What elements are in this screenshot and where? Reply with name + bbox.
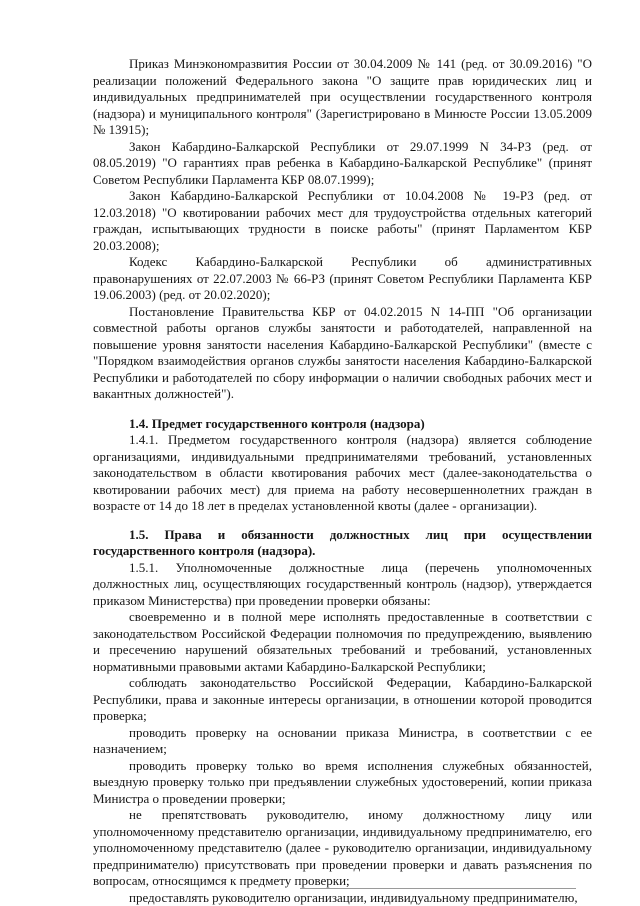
page-bottom-rule	[300, 888, 576, 889]
paragraph-law-kbr-19-rz: Закон Кабардино-Балкарской Республики от 10.04.2008 № 19-РЗ (ред. от 12.03.2018) "О квотировании рабочих мест для трудоустройства отдельных категорий граждан, испытывающих трудности в поиске работы" (принят Парламентом КБР 20.03.2008);	[93, 188, 592, 254]
section-1-4-heading: 1.4. Предмет государственного контроля (надзора)	[93, 416, 592, 433]
duty-item: своевременно и в полной мере исполнять предоставленные в соответствии с законодательством Российской Федерации полномочия по предупреждению, выявлению и пресечению нарушений обязательных требований и требований, установленных нормативными правовыми актами Кабардино-Балкарской Республики;	[93, 609, 592, 675]
paragraph-1-5-1: 1.5.1. Уполномоченные должностные лица (перечень уполномоченных должностных лиц, осуществляющих государственный контроль (надзор), утверждается приказом Министерства) при проведении проверки обязаны:	[93, 560, 592, 610]
section-1-5-heading: 1.5. Права и обязанности должностных лиц при осуществлении государственного контроля (надзора).	[93, 527, 592, 560]
paragraph-1-4-1: 1.4.1. Предметом государственного контроля (надзора) является соблюдение организациями, индивидуальными предпринимателями требований, установленных законодательством в области квотирования рабочих мест (далее-законодательства о квотировании рабочих мест) для приема на работу несовершеннолетних граждан в возрасте от 14 до 18 лет в пределах установленной квоты (далее - организации).	[93, 432, 592, 515]
paragraph-order-mineconom-141: Приказ Минэкономразвития России от 30.04.2009 № 141 (ред. от 30.09.2016) "О реализации положений Федерального закона "О защите прав юридических лиц и индивидуальных предпринимателей при осуществлении государственного контроля (надзора) и муниципального контроля" (Зарегистрировано в Минюсте России 13.05.2009 № 13915);	[93, 56, 592, 139]
duty-item: соблюдать законодательство Российской Федерации, Кабардино-Балкарской Республики, права и законные интересы организации, в отношении которой проводится проверка;	[93, 675, 592, 725]
paragraph-law-kbr-34-rz: Закон Кабардино-Балкарской Республики от 29.07.1999 N 34-РЗ (ред. от 08.05.2019) "О гарантиях прав ребенка в Кабардино-Балкарской Республике" (принят Советом Республики Парламента КБР 08.07.1999);	[93, 139, 592, 189]
duty-item: проводить проверку только во время исполнения служебных обязанностей, выездную проверку только при предъявлении служебных удостоверений, копии приказа Министра о проведении проверки;	[93, 758, 592, 808]
duty-item: предоставлять руководителю организации, индивидуальному предпринимателю,	[93, 890, 592, 906]
section-spacer	[93, 403, 592, 416]
section-spacer	[93, 515, 592, 527]
duty-item: проводить проверку на основании приказа Министра, в соответствии с ее назначением;	[93, 725, 592, 758]
paragraph-resolution-kbr-14-pp: Постановление Правительства КБР от 04.02.2015 N 14-ПП "Об организации совместной работы органов службы занятости и работодателей, направленной на повышение уровня занятости населения Кабардино-Балкарской Республики" (вместе с "Порядком взаимодействия органов службы занятости населения Кабардино-Балкарской Республики и работодателей по сбору информации о наличии свободных рабочих мест и вакантных должностей").	[93, 304, 592, 403]
duty-item: не препятствовать руководителю, иному должностному лицу или уполномоченному представителю организации, индивидуальному предпринимателю, его уполномоченному представителю (далее - руководителю организации, индивидуальному предпринимателю) присутствовать при проведении проверки и давать разъяснения по вопросам, относящимся к предмету проверки;	[93, 807, 592, 890]
paragraph-code-kbr-66-rz: Кодекс Кабардино-Балкарской Республики об административных правонарушениях от 22.07.2003 № 66-РЗ (принят Советом Республики Парламента КБР 19.06.2003) (ред. от 20.02.2020);	[93, 254, 592, 304]
